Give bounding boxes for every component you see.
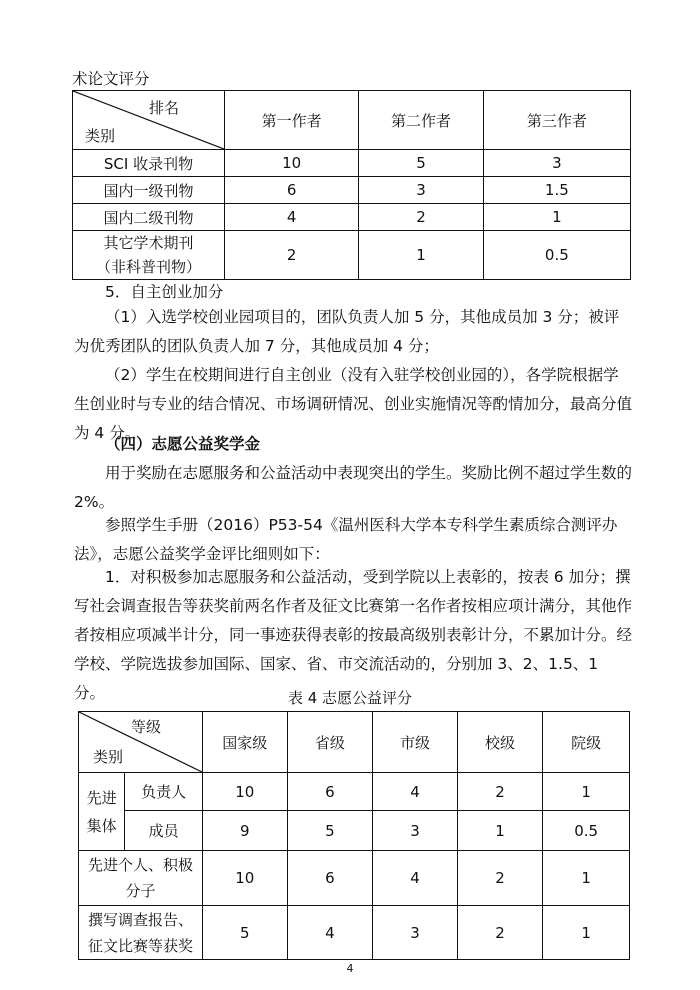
cell: 5: [359, 150, 483, 177]
table4-header: 市级: [373, 712, 458, 773]
cell: 10: [203, 773, 288, 811]
row-label: 国内一级刊物: [73, 177, 225, 204]
table-row: [73, 150, 631, 177]
table-row: [79, 906, 630, 960]
row-label-line: 其它学术期刊: [103, 234, 194, 252]
cell: 5: [287, 811, 373, 851]
table4-caption: 表 4 志愿公益评分: [287, 689, 413, 707]
table3-caption-fragment: 术论文评分: [72, 70, 150, 88]
table4-header: 国家级: [203, 712, 288, 773]
table-row: [79, 773, 630, 811]
cell: 2: [457, 906, 543, 960]
volunteer-scoring-table: [78, 711, 630, 960]
cell: 1.5: [483, 177, 630, 204]
cell: 0.5: [543, 811, 630, 851]
row-label-line: 分子: [125, 882, 156, 900]
paper-scoring-table: [72, 90, 631, 280]
row-label: 国内二级刊物: [73, 204, 225, 231]
cell: 3: [359, 177, 483, 204]
row-label-line: （非科普刊物）: [95, 258, 201, 276]
cell: 4: [373, 851, 458, 906]
cell: 3: [483, 150, 630, 177]
cell: 6: [225, 177, 359, 204]
table4-corner-cell: [79, 712, 203, 773]
table3-corner-top: 排名: [149, 99, 180, 117]
cell: 4: [225, 204, 359, 231]
group-label-line: 先进: [86, 788, 117, 807]
table4-header: 校级: [457, 712, 543, 773]
cell: 2: [457, 851, 543, 906]
section4-paragraph-1: 用于奖励在志愿服务和公益活动中表现突出的学生。奖励比例不超过学生数的 2%。: [74, 464, 633, 511]
cell: 2: [225, 231, 359, 280]
table-row: [79, 811, 630, 851]
cell: 5: [203, 906, 288, 960]
table4-corner-top: 等级: [131, 718, 162, 736]
row-label-line: 撰写调查报告、: [87, 910, 193, 929]
section4-paragraph-3: 1．对积极参加志愿服务和公益活动，受到学院以上表彰的，按表 6 加分；撰写社会调查报告等获奖前两名作者及征文比赛第一名作者按相应项计满分，其他作者按相应项减半计分，同一事迹获得表彰的按最高级别表彰计分，不累加计分。经学校、学院选拔参加国际、国家、省、市交流活动的，分别加 3、2、1.5、1 分。: [74, 568, 633, 702]
cell: 1: [543, 773, 630, 811]
cell: 2: [359, 204, 483, 231]
table-row: [73, 204, 631, 231]
row-label-line: 征文比赛等获奖: [87, 936, 193, 955]
sub-label: 负责人: [125, 773, 203, 811]
cell: 1: [543, 906, 630, 960]
row-label-line: 先进个人、积极: [87, 856, 193, 874]
cell: 1: [543, 851, 630, 906]
section5-title: 5．自主创业加分: [105, 283, 224, 301]
row-label: [79, 851, 203, 906]
sub-label: 成员: [125, 811, 203, 851]
table3-corner-bottom: 类别: [85, 127, 116, 145]
cell: 1: [457, 811, 543, 851]
row-label: [79, 906, 203, 960]
cell: 4: [373, 773, 458, 811]
table4-corner-bottom: 类别: [93, 748, 124, 766]
cell: 1: [483, 204, 630, 231]
cell: 6: [287, 851, 373, 906]
table-row: [79, 851, 630, 906]
section4-paragraph-2: 参照学生手册（2016）P53-54《温州医科大学本专科学生素质综合测评办法》，志愿公益奖学金评比细则如下：: [74, 516, 618, 563]
cell: 0.5: [483, 231, 630, 280]
section4-heading: （四）志愿公益奖学金: [105, 435, 261, 453]
table-row: [73, 177, 631, 204]
cell: 1: [359, 231, 483, 280]
table3-header: 第三作者: [483, 91, 630, 150]
table4-header: 院级: [543, 712, 630, 773]
cell: 2: [457, 773, 543, 811]
table4-header: 省级: [287, 712, 373, 773]
cell: 3: [373, 906, 458, 960]
cell: 9: [203, 811, 288, 851]
row-label: [73, 231, 225, 280]
table3-header: 第一作者: [225, 91, 359, 150]
table-row: [73, 231, 631, 280]
cell: 10: [203, 851, 288, 906]
group-label-line: 集体: [86, 816, 117, 835]
group-label: [79, 773, 125, 851]
page-number: 4: [346, 962, 354, 975]
cell: 3: [373, 811, 458, 851]
section5-paragraph-1: （1）入选学校创业园项目的，团队负责人加 5 分，其他成员加 3 分；被评为优秀团队的团队负责人加 7 分，其他成员加 4 分；: [74, 308, 620, 355]
table3-corner-cell: [73, 91, 225, 150]
row-label: SCI 收录刊物: [73, 150, 225, 177]
cell: 4: [287, 906, 373, 960]
section5-paragraph-2: （2）学生在校期间进行自主创业（没有入驻学校创业园的），各学院根据学生创业时与专业的结合情况、市场调研情况、创业实施情况等酌情加分，最高分值为 4 分。: [74, 366, 633, 442]
table3-header: 第二作者: [359, 91, 483, 150]
cell: 10: [225, 150, 359, 177]
cell: 6: [287, 773, 373, 811]
